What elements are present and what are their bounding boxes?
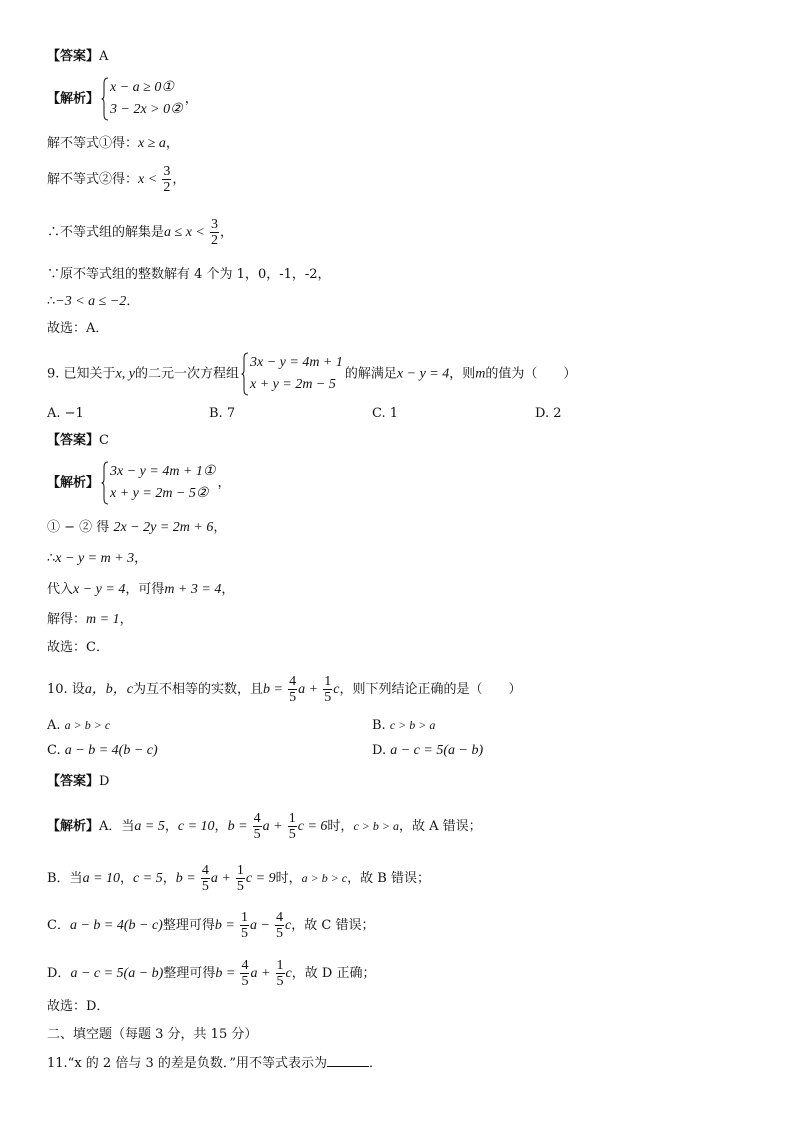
system-row-2: x + y = 2m − 5② <box>110 486 209 501</box>
q9-answer-line <box>47 432 109 450</box>
answer-tag: 【答案】 <box>47 433 100 448</box>
denominator: 5 <box>236 879 244 894</box>
math-expression: b = <box>215 966 236 981</box>
math-expression: x − y = m + 3 <box>55 551 135 566</box>
system-row-1: 3x − y = 4m + 1① <box>110 464 216 479</box>
numerator: 1 <box>236 863 244 878</box>
math-variables: x, y <box>115 366 135 382</box>
fraction <box>201 863 210 894</box>
step-text: ，故 B 错误； <box>347 871 430 886</box>
fraction <box>240 910 249 941</box>
math-expression: c = 6 <box>297 819 328 834</box>
fraction <box>162 164 171 195</box>
system-row-1: x − a ≥ 0① <box>110 80 174 95</box>
therefore-symbol: ∴ <box>47 294 56 309</box>
left-brace-icon <box>101 461 109 505</box>
fraction <box>253 811 262 842</box>
step-text: C． <box>47 918 70 933</box>
numerator: 4 <box>276 910 284 925</box>
section-heading: 二、填空题（每题 3 分，共 15 分） <box>47 1027 258 1042</box>
numerator: 3 <box>163 164 171 179</box>
q8-choice: 故选：A． <box>47 321 109 336</box>
denominator: 5 <box>253 827 261 842</box>
option-math: c > b > a <box>389 718 436 732</box>
option-math: a − b = 4(b − c) <box>64 743 158 758</box>
math-expression: a − c = 5(a − b) <box>70 966 164 981</box>
q11-stem <box>47 1054 382 1073</box>
system-row-2: 3 − 2x > 0② <box>110 102 183 117</box>
math-expression: x < <box>138 172 158 187</box>
step-text: ，可得 <box>125 582 165 597</box>
punct: ， <box>162 871 176 886</box>
denominator: 5 <box>276 974 284 989</box>
option-label: B. <box>372 718 386 733</box>
q10-option-b <box>372 716 435 735</box>
q9-option-c: C. 1 <box>372 406 399 421</box>
option-label: C. <box>47 743 61 758</box>
option-label: D. <box>372 743 387 758</box>
inequality-system <box>101 77 183 121</box>
stem-text: 的二元一次方程组 <box>134 366 239 382</box>
math-expression: b = <box>175 871 196 886</box>
q9-step-2 <box>47 550 147 568</box>
step-text: 时， <box>327 819 354 834</box>
numerator: 1 <box>276 958 284 973</box>
math-expression: a + <box>250 966 271 981</box>
math-variable: m <box>475 366 486 382</box>
step-text: ① − ② 得 <box>47 520 110 535</box>
answer-value: A <box>99 49 109 64</box>
q8-answer-line <box>47 48 108 66</box>
math-variables: a，b，c <box>84 682 134 697</box>
denominator: 5 <box>241 974 249 989</box>
answer-tag: 【答案】 <box>47 49 100 64</box>
step-text: 整理可得 <box>163 966 216 981</box>
analysis-tag: 【解析】 <box>47 91 100 107</box>
math-expression: b = <box>214 918 235 933</box>
fraction <box>240 958 249 989</box>
step-text: ，故 C 错误； <box>291 918 375 933</box>
left-brace-icon <box>241 352 249 396</box>
answer-blank[interactable] <box>327 1054 369 1067</box>
q10-option-c <box>47 742 158 760</box>
step-text: D． <box>47 966 71 981</box>
punct: ， <box>184 91 198 107</box>
math-expression: x − y = 4 <box>73 582 126 597</box>
fraction <box>276 958 285 989</box>
step-text: 时， <box>275 871 302 886</box>
q9-step-1 <box>47 519 226 537</box>
therefore-symbol: ∴ <box>47 551 56 566</box>
fraction <box>210 217 219 248</box>
q9-stem <box>47 352 576 396</box>
numerator: 4 <box>201 863 209 878</box>
q10-stem <box>47 674 521 705</box>
answer-value: D <box>99 774 110 789</box>
question-number: 9. 已知关于 <box>47 366 116 382</box>
option-math: a − c = 5(a − b) <box>390 743 484 758</box>
step-text: 解得： <box>47 612 87 627</box>
q10-option-a <box>47 716 110 735</box>
q9-analysis-line <box>47 461 230 505</box>
q9-option-b: B. 7 <box>209 406 236 421</box>
analysis-tag: 【解析】 <box>47 475 100 491</box>
math-expression: x − y = 4 <box>396 366 450 382</box>
punct: ， <box>134 551 148 566</box>
math-expression: a ≤ x < <box>164 225 205 240</box>
punct: ． <box>369 1056 383 1071</box>
fraction <box>288 811 297 842</box>
math-expression: m + 3 = 4 <box>164 582 222 597</box>
fraction <box>275 910 284 941</box>
math-expression: a = 5 <box>134 819 165 834</box>
denominator: 5 <box>276 926 284 941</box>
punct: ， <box>164 819 178 834</box>
punct: ． <box>126 294 140 309</box>
math-expression: m = 1 <box>86 612 120 627</box>
denominator: 5 <box>324 690 332 705</box>
q8-step-2 <box>47 164 185 195</box>
answer-tag: 【答案】 <box>47 774 100 789</box>
math-variable: c <box>285 966 292 981</box>
left-brace-icon <box>101 77 109 121</box>
equation-system <box>241 352 343 396</box>
step-text: B．当 <box>47 871 83 886</box>
math-expression: b = <box>263 682 283 697</box>
option-label: A. <box>47 718 61 733</box>
analysis-tag: 【解析】 <box>47 819 100 834</box>
equation-system <box>101 461 215 505</box>
punct: ， <box>220 225 234 240</box>
step-text: 代入 <box>47 582 74 597</box>
punct: ， <box>221 582 235 597</box>
q8-step-3 <box>47 217 233 248</box>
q9-option-a: A. −1 <box>47 406 84 421</box>
stem-text: 的解满足 <box>344 366 397 382</box>
denominator: 5 <box>289 690 297 705</box>
q9-option-d: D. 2 <box>535 406 562 421</box>
option-math: a > b > c <box>64 718 111 732</box>
q10-choice: 故选：D． <box>47 999 110 1014</box>
system-row-1: 3x − y = 4m + 1 <box>250 355 343 370</box>
denominator: 2 <box>163 180 171 195</box>
punct: ， <box>172 172 186 187</box>
q9-step-4 <box>47 611 133 629</box>
math-expression: a + <box>210 871 231 886</box>
math-expression: a + <box>262 819 283 834</box>
math-expression: −3 < a ≤ −2 <box>55 294 127 309</box>
q8-step-4: ∵原不等式组的整数解有 4 个为 1，0，-1，-2， <box>47 267 331 282</box>
math-expression: a − b = 4(b − c) <box>69 918 163 933</box>
step-text: 整理可得 <box>162 918 215 933</box>
math-expression: b = <box>227 819 248 834</box>
step-text: 解不等式②得： <box>47 172 139 187</box>
math-expression: a + <box>298 682 319 697</box>
numerator: 3 <box>211 217 219 232</box>
q8-analysis-line <box>47 77 198 121</box>
punct: ， <box>213 520 227 535</box>
q10-analysis-d <box>47 958 375 989</box>
answer-value: C <box>99 433 109 448</box>
q10-analysis-b <box>47 863 430 894</box>
step-text: A．当 <box>99 819 135 834</box>
numerator: 4 <box>289 674 297 689</box>
numerator: 1 <box>324 674 332 689</box>
fraction <box>236 863 245 894</box>
stem-text: 为互不相等的实数，且 <box>133 682 264 697</box>
q10-analysis-c <box>47 910 374 941</box>
punct: ， <box>214 819 228 834</box>
math-expression: x ≥ a <box>138 136 166 151</box>
math-variable: c <box>285 918 292 933</box>
math-expression: c = 10 <box>177 819 215 834</box>
step-text: ，故 A 错误； <box>398 819 482 834</box>
step-text: 解不等式①得： <box>47 136 139 151</box>
math-expression: c > b > a <box>353 819 399 833</box>
numerator: 4 <box>253 811 261 826</box>
punct: ， <box>217 475 231 491</box>
math-expression: a − <box>249 918 270 933</box>
q10-answer-line <box>47 773 109 791</box>
math-expression: 2x − 2y = 2m + 6 <box>113 520 214 535</box>
punct: ， <box>165 136 179 151</box>
fraction <box>288 674 297 705</box>
punct: ， <box>119 612 133 627</box>
numerator: 4 <box>241 958 249 973</box>
q8-step-5 <box>47 293 139 311</box>
stem-text: 的值为（ ） <box>485 366 577 382</box>
math-expression: a > b > c <box>301 871 348 885</box>
denominator: 2 <box>211 233 219 248</box>
system-row-2: x + y = 2m − 5 <box>250 377 336 392</box>
q10-option-d <box>372 742 483 760</box>
fraction <box>323 674 332 705</box>
step-text: ，故 D 正确； <box>291 966 376 981</box>
math-expression: a = 10 <box>82 871 121 886</box>
denominator: 5 <box>201 879 209 894</box>
question-number: 10. 设 <box>47 682 85 697</box>
step-text: ∴不等式组的解集是 <box>47 225 165 240</box>
math-variable: c <box>333 682 340 697</box>
numerator: 1 <box>288 811 296 826</box>
stem-text: ，则下列结论正确的是（ ） <box>339 682 522 697</box>
q9-step-3 <box>47 581 234 599</box>
stem-text: 11.“x 的 2 倍与 3 的差是负数．”用不等式表示为 <box>47 1056 328 1071</box>
denominator: 5 <box>288 827 296 842</box>
stem-text: ，则 <box>449 366 476 382</box>
q9-choice: 故选：C． <box>47 640 109 655</box>
math-expression: c = 5 <box>133 871 163 886</box>
denominator: 5 <box>240 926 248 941</box>
q8-step-1 <box>47 135 179 153</box>
numerator: 1 <box>240 910 248 925</box>
punct: ， <box>120 871 134 886</box>
math-expression: c = 9 <box>245 871 276 886</box>
q10-analysis-a <box>47 811 482 842</box>
